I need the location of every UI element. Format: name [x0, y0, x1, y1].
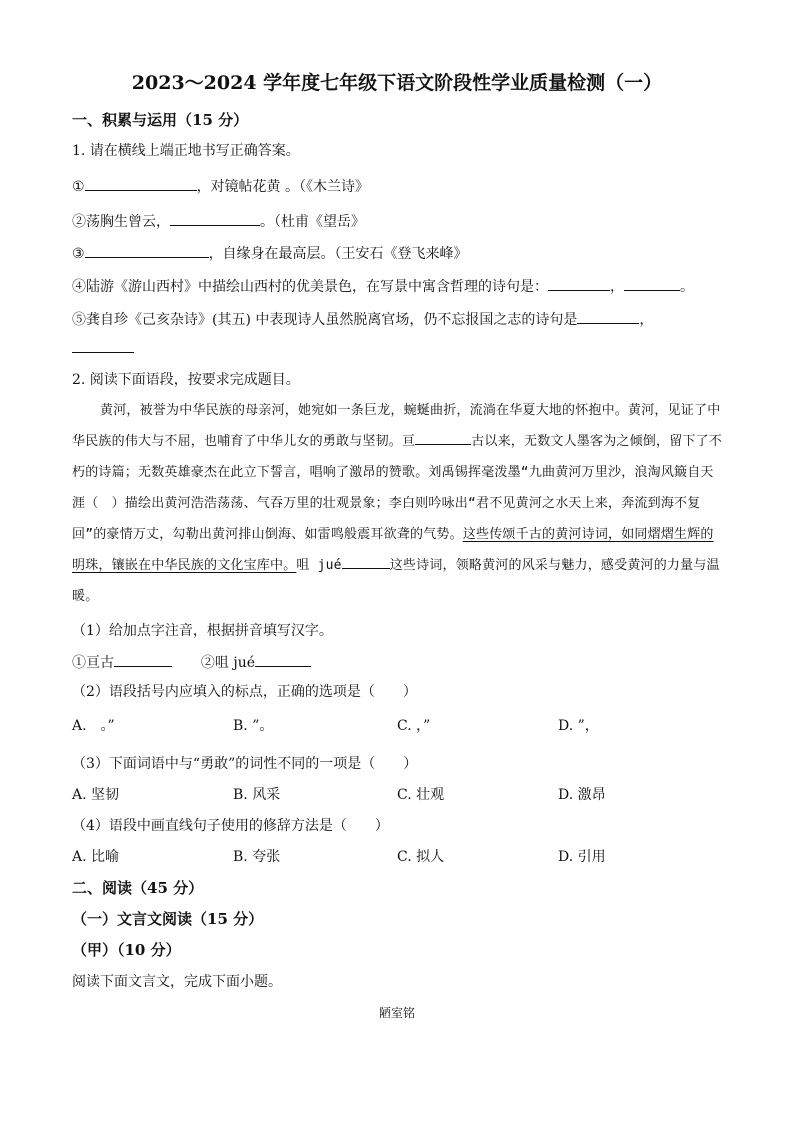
- question1-item-e-continued: [72, 338, 722, 359]
- section2-sub-heading: （一）文言文阅读（15 分）: [72, 910, 264, 928]
- section2-heading: 二、阅读（45 分）: [72, 879, 204, 897]
- question1-item-a: ① ，对镜帖花黄 。（《木兰诗》: [72, 176, 722, 197]
- sub-question-4: （4）语段中画直线句子使用的修辞方法是（ ）: [72, 818, 389, 834]
- sub3-option-a[interactable]: A. 坚韧: [72, 787, 120, 803]
- passage-title: 陋室铭: [378, 1006, 415, 1020]
- question1-item-c: ③ ，自缘身在最高层。（王安石《登飞来峰》: [72, 243, 722, 264]
- answer-blank[interactable]: [114, 652, 172, 667]
- question1-item-b: ②荡胸生曾云， 。（杜甫《望岳》: [72, 211, 722, 232]
- question2-stem: 2. 阅读下面语段，按要求完成题目。: [72, 372, 300, 388]
- sub-question-2: （2）语段括号内应填入的标点，正确的选项是（ ）: [72, 684, 417, 700]
- sub2-option-b[interactable]: B. ”。: [233, 718, 274, 734]
- answer-blank[interactable]: [170, 211, 260, 226]
- answer-blank[interactable]: [415, 430, 471, 445]
- sub2-option-c[interactable]: C. ，”: [397, 718, 431, 734]
- answer-blank[interactable]: [342, 554, 390, 569]
- sub4-option-c[interactable]: C. 拟人: [397, 849, 445, 865]
- exam-title: 2023～2024 学年度七年级下语文阶段性学业质量检测（一）: [131, 72, 663, 94]
- question1-item-e: ⑤龚自珍《己亥杂诗》(其五) 中表现诗人虽然脱离官场，仍不忘报国之志的诗句是 ，: [72, 309, 722, 330]
- answer-blank[interactable]: [85, 176, 197, 191]
- sub4-option-d[interactable]: D. 引用: [558, 849, 606, 865]
- sub-question-1: （1）给加点字注音，根据拼音填写汉字。: [72, 623, 333, 639]
- answer-blank[interactable]: [624, 276, 680, 291]
- reading-instruction: 阅读下面文言文，完成下面小题。: [72, 974, 282, 990]
- underlined-sentence: 这些传颂千古的黄河诗词，如同熠熠生辉的明珠，镶嵌在中华民族的文化宝库中。: [72, 527, 714, 573]
- sub-question-1-items: ①亘古 ②咀 jué: [72, 652, 722, 673]
- reading-passage: 黄河，被誉为中华民族的母亲河，她宛如一条巨龙，蜿蜒曲折，流淌在华夏大地的怀抱中。黄河，见证了中华民族的伟大与不屈，也哺育了中华儿女的勇敢与坚韧。亘 古以来，无数文人墨客为之倾倒，留下了不朽的诗篇；无数英雄豪杰在此立下誓言，唱响了激昂的赞歌。刘禹锡挥毫泼墨“九曲黄河万里沙，浪淘风簸自天涯（ ）描绘出黄河浩浩荡荡、气吞万里的壮观景象；李白则吟咏出“君不见黄河之水天上来，奔流到海不复回”的豪情万丈，勾勒出黄河排山倒海、如雷鸣般震耳欲聋的气势。这些传颂千古的黄河诗词，如同熠熠生辉的明珠，镶嵌在中华民族的文化宝库中。咀 jué 这些诗词，领略黄河的风采与魅力，感受黄河的力量与温暖。: [72, 403, 723, 604]
- sub4-option-a[interactable]: A. 比喻: [72, 849, 120, 865]
- sub2-option-a[interactable]: A. 。”: [72, 718, 115, 734]
- answer-blank[interactable]: [85, 243, 209, 258]
- answer-blank[interactable]: [72, 338, 134, 353]
- sub3-option-d[interactable]: D. 激昂: [558, 787, 606, 803]
- sub3-option-c[interactable]: C. 壮观: [397, 787, 445, 803]
- sub4-option-b[interactable]: B. 夸张: [233, 849, 281, 865]
- question1-item-d: ④陆游《游山西村》中描绘山西村的优美景色，在写景中寓含哲理的诗句是： ， 。: [72, 276, 722, 297]
- sub-question-3: （3）下面词语中与“勇敢”的词性不同的一项是（ ）: [72, 756, 418, 772]
- question1-stem: 1. 请在横线上端正地书写正确答案。: [72, 143, 300, 159]
- section1-heading: 一、积累与运用（15 分）: [72, 111, 249, 129]
- sub3-option-b[interactable]: B. 风采: [233, 787, 281, 803]
- answer-blank[interactable]: [255, 652, 311, 667]
- part-a-heading: （甲）（10 分）: [72, 941, 181, 959]
- answer-blank[interactable]: [548, 276, 610, 291]
- answer-blank[interactable]: [577, 309, 639, 324]
- sub2-option-d[interactable]: D. ”，: [558, 718, 599, 734]
